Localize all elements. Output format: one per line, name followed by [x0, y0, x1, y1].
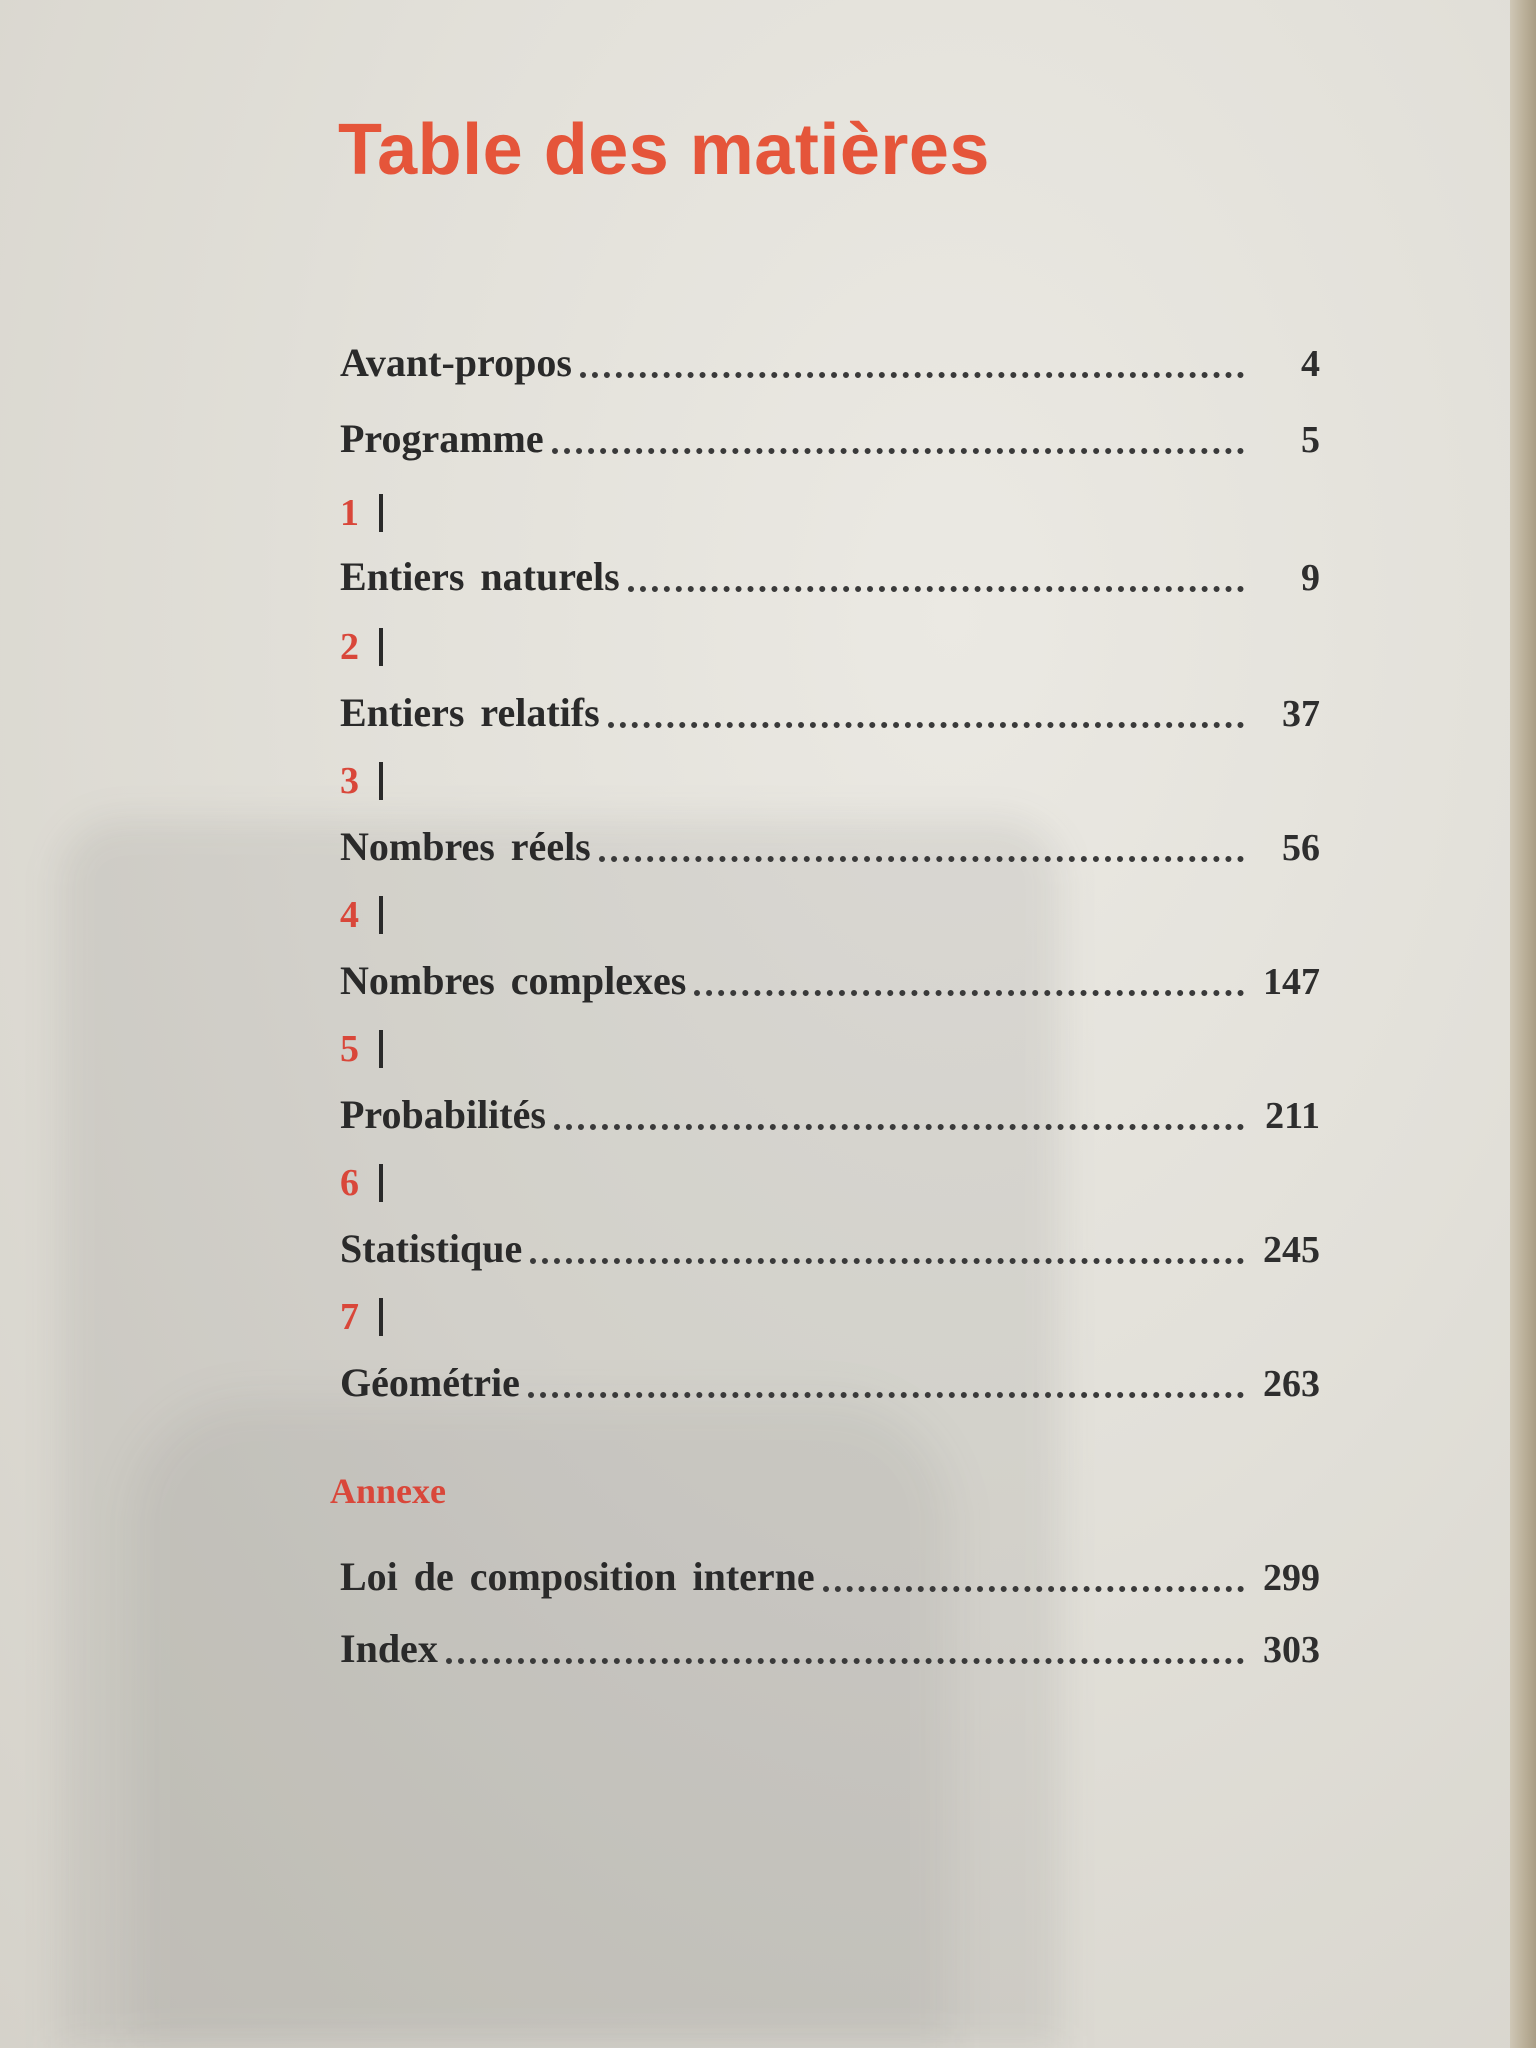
entry-title: Géométrie [340, 1360, 520, 1405]
chapter-heading-3 [340, 758, 383, 804]
chapter-heading-5 [340, 1026, 383, 1072]
entry-title: Nombres complexes [340, 958, 687, 1003]
chapter-number: 3 [340, 760, 359, 802]
page-edge [1510, 0, 1536, 2048]
chapter-heading-4 [340, 892, 383, 938]
chapter-number: 1 [340, 492, 359, 534]
entry-page-number: 4 [1301, 343, 1320, 385]
entry-page-number: 263 [1263, 1363, 1320, 1405]
entry-page-number: 37 [1282, 693, 1320, 735]
entry-page-number: 303 [1263, 1629, 1320, 1671]
entry-page-number: 147 [1263, 961, 1320, 1003]
toc-entry-chapter-5 [340, 1088, 1320, 1138]
entry-page-number: 211 [1265, 1095, 1320, 1137]
toc-entry-chapter-7 [340, 1356, 1320, 1406]
toc-entry-annex-loi [340, 1550, 1320, 1600]
chapter-divider [379, 1164, 383, 1202]
entry-title: Statistique [340, 1226, 523, 1271]
annex-heading: Annexe [330, 1471, 446, 1511]
hand-shadow-lower [130, 1400, 950, 2048]
dot-leader [599, 856, 1244, 862]
chapter-divider [379, 1030, 383, 1068]
toc-entry-chapter-3 [340, 820, 1320, 870]
dot-leader [694, 990, 1244, 996]
toc-entry-chapter-1 [340, 550, 1320, 600]
entry-title: Nombres réels [340, 824, 591, 869]
toc-entry-chapter-4 [340, 954, 1320, 1004]
chapter-heading-2 [340, 624, 383, 670]
chapter-divider [379, 628, 383, 666]
toc-entry-programme [340, 412, 1320, 462]
entry-title: Loi de composition interne [340, 1554, 815, 1599]
dot-leader [528, 1392, 1244, 1398]
entry-title: Entiers naturels [340, 554, 620, 599]
page-title: Table des matières [338, 110, 990, 190]
chapter-divider [379, 762, 383, 800]
entry-title: Entiers relatifs [340, 690, 600, 735]
chapter-number: 2 [340, 626, 359, 668]
dot-leader [552, 448, 1244, 454]
entry-page-number: 299 [1263, 1557, 1320, 1599]
chapter-heading-1 [340, 490, 383, 536]
dot-leader [580, 372, 1244, 378]
chapter-divider [379, 1298, 383, 1336]
entry-title: Probabilités [340, 1092, 546, 1137]
entry-page-number: 245 [1263, 1229, 1320, 1271]
chapter-divider [379, 494, 383, 532]
chapter-heading-6 [340, 1160, 383, 1206]
dot-leader [530, 1258, 1244, 1264]
dot-leader [823, 1586, 1244, 1592]
toc-entry-annex-index [340, 1622, 1320, 1672]
dot-leader [446, 1658, 1244, 1664]
chapter-number: 5 [340, 1028, 359, 1070]
entry-page-number: 5 [1301, 419, 1320, 461]
chapter-heading-7 [340, 1294, 383, 1340]
dot-leader [608, 722, 1244, 728]
entry-page-number: 56 [1282, 827, 1320, 869]
toc-entry-avant-propos [340, 336, 1320, 386]
entry-page-number: 9 [1301, 557, 1320, 599]
dot-leader [628, 586, 1244, 592]
toc-entry-chapter-2 [340, 686, 1320, 736]
entry-title: Index [340, 1626, 438, 1671]
entry-title: Programme [340, 416, 544, 461]
toc-entry-chapter-6 [340, 1222, 1320, 1272]
entry-title: Avant-propos [340, 340, 572, 385]
chapter-number: 4 [340, 894, 359, 936]
chapter-number: 6 [340, 1162, 359, 1204]
chapter-number: 7 [340, 1296, 359, 1338]
chapter-divider [379, 896, 383, 934]
dot-leader [554, 1124, 1244, 1130]
